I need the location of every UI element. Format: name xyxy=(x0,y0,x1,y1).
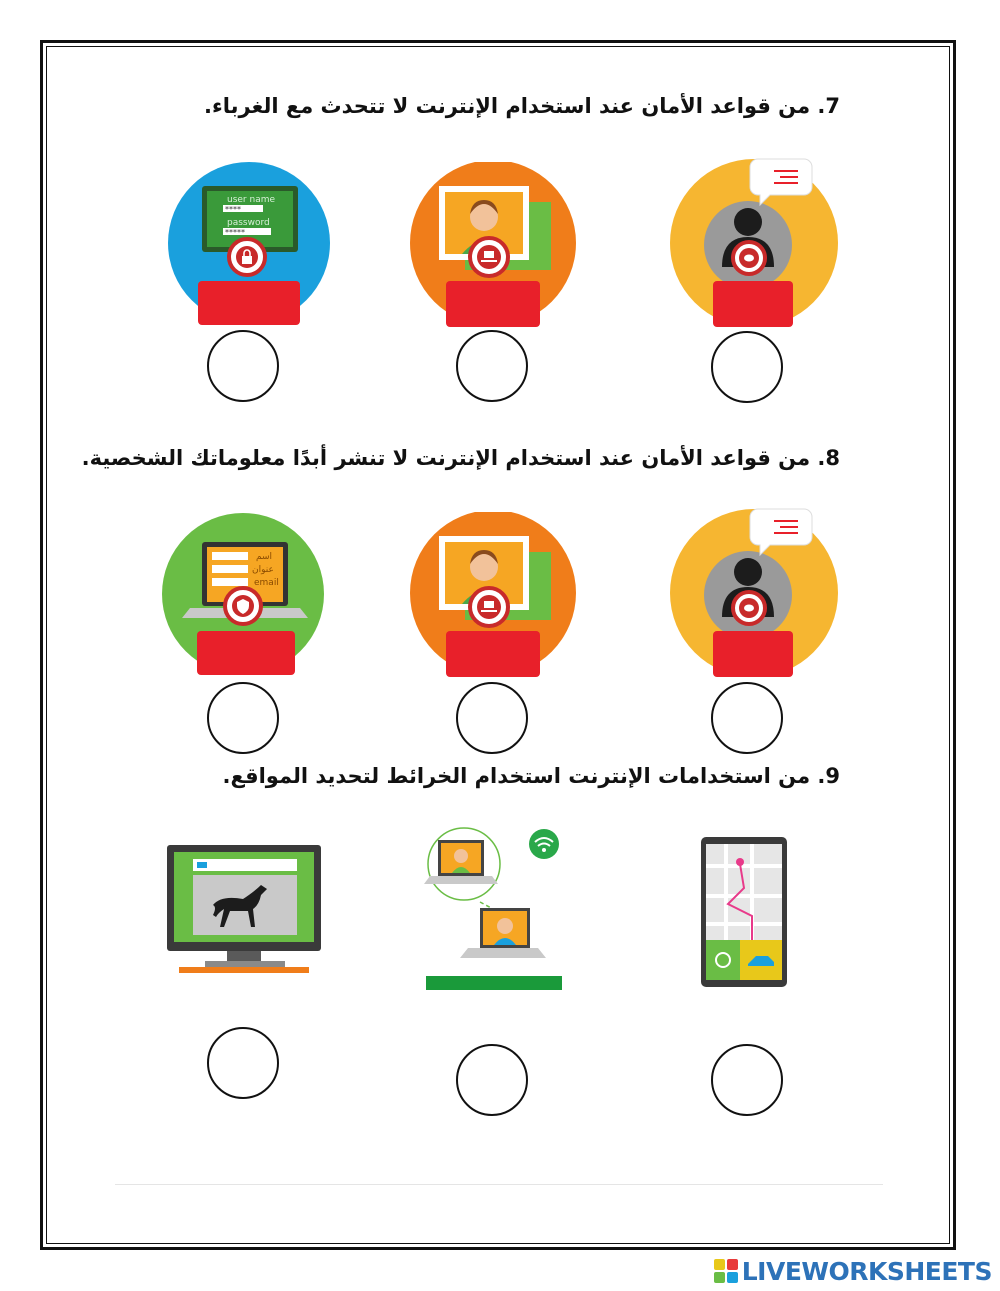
answer-circle[interactable] xyxy=(456,330,528,402)
form-name-label: اسم xyxy=(256,552,273,562)
answer-circle[interactable] xyxy=(207,1027,279,1099)
answer-label-box[interactable] xyxy=(198,281,300,325)
brand-name: LIVEWORKSHEETS xyxy=(741,1256,992,1286)
answer-label-box[interactable] xyxy=(197,631,295,675)
video-call-laptops-image xyxy=(424,826,564,992)
answer-circle[interactable] xyxy=(207,682,279,754)
answer-circle[interactable] xyxy=(456,1044,528,1116)
desktop-monitor-image xyxy=(165,843,323,975)
answer-circle[interactable] xyxy=(207,330,279,402)
answer-circle[interactable] xyxy=(711,331,783,403)
password-label: password xyxy=(227,218,270,228)
answer-circle[interactable] xyxy=(711,682,783,754)
answer-label-box[interactable] xyxy=(713,631,793,677)
password-value: ***** xyxy=(225,228,245,237)
question-9-text: 9. من استخدامات الإنترنت استخدام الخرائط لتحديد المواقع. xyxy=(222,764,840,788)
logo-tiles-icon xyxy=(714,1259,738,1283)
liveworksheets-logo[interactable] xyxy=(714,1256,992,1286)
phone-map-image xyxy=(700,836,790,990)
answer-label-box[interactable] xyxy=(713,281,793,327)
footer-divider xyxy=(115,1184,883,1185)
answer-circle[interactable] xyxy=(711,1044,783,1116)
answer-label-box[interactable] xyxy=(446,281,540,327)
user-name-value: **** xyxy=(225,205,241,214)
question-8-text: 8. من قواعد الأمان عند استخدام الإنترنت لا تنشر أبدًا معلوماتك الشخصية. xyxy=(81,446,840,470)
answer-label-box[interactable] xyxy=(446,631,540,677)
form-email-label: email xyxy=(254,578,279,588)
user-name-label: user name xyxy=(227,195,276,205)
answer-circle[interactable] xyxy=(456,682,528,754)
question-7-text: 7. من قواعد الأمان عند استخدام الإنترنت لا تتحدث مع الغرباء. xyxy=(204,94,840,118)
form-address-label: عنوان xyxy=(252,565,274,575)
